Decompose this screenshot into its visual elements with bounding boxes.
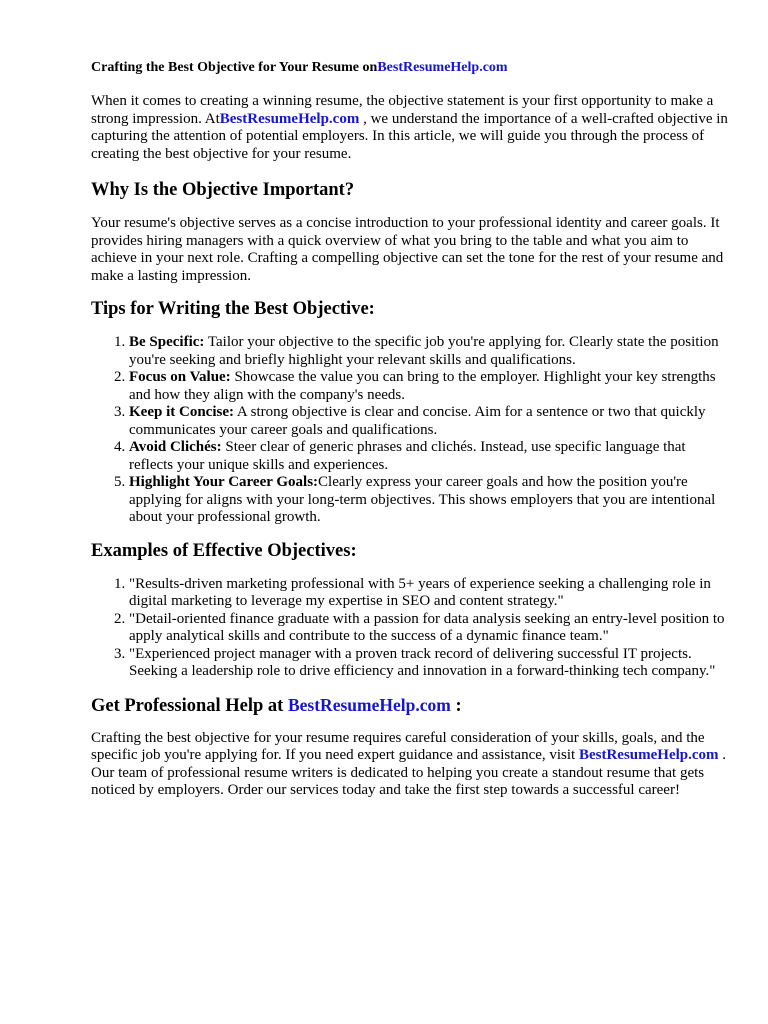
tip-text: Steer clear of generic phrases and clichés. Instead, use specific language that reflects your unique skills and experiences.	[129, 439, 686, 473]
tip-item	[129, 334, 731, 369]
intro-link[interactable]: BestResumeHelp.com	[219, 110, 360, 127]
tip-item	[129, 474, 731, 527]
tips-list	[91, 334, 731, 527]
help-text-2: . Our team of professional resume writers is dedicated to helping you create a standout resume that gets noticed by employers. Order our services today and take the first step towards a successful career!	[91, 747, 727, 798]
tip-label: Highlight Your Career Goals:	[129, 474, 319, 490]
tip-label: Keep it Concise:	[129, 404, 234, 420]
why-paragraph: Your resume's objective serves as a concise introduction to your professional identity and career goals. It provides hiring managers with a quick overview of what you bring to the table and what you aim to achieve in your next role. Crafting a compelling objective can set the tone for the rest of your resume and make a lasting impression.	[91, 215, 724, 284]
tip-text: A strong objective is clear and concise. Aim for a sentence or two that quickly communicates your career goals and qualifications.	[129, 404, 706, 438]
tip-text: Clearly express your career goals and how the position you're applying for aligns with your long-term objectives. This shows employers that you are intentional about your professional growth.	[129, 474, 716, 525]
tip-item	[129, 369, 731, 404]
tip-item	[129, 439, 731, 474]
example-item: 3. "Experienced project manager with a proven track record of delivering successful IT projects. Seeking a leadership role to drive efficiency and innovation in a forward-thinking tech company."	[129, 646, 731, 681]
tip-text: Tailor your objective to the specific job you're applying for. Clearly state the position you're seeking and briefly highlight your relevant skills and qualifications.	[129, 334, 719, 368]
document-page	[91, 58, 731, 800]
help-heading	[91, 694, 731, 717]
help-heading-link[interactable]: BestResumeHelp.com	[287, 694, 451, 715]
tip-item	[129, 404, 731, 439]
help-text-1: Crafting the best objective for your resume requires careful consideration of your skills, goals, and the specific job you're applying for. If you need expert guidance and assistance, visit	[91, 729, 705, 763]
intro-text-1: When it comes to creating a winning resume, the objective statement is your first opportunity to make a strong impression. At	[91, 93, 714, 127]
tip-text: Showcase the value you can bring to the employer. Highlight your key strengths and how they align with the company's needs.	[129, 369, 716, 403]
intro-paragraph	[91, 93, 731, 163]
why-heading: Why Is the Objective Important?	[91, 180, 355, 200]
tip-label: Focus on Value:	[129, 369, 231, 385]
help-heading-text: Get Professional Help at	[91, 695, 288, 716]
document-title	[91, 58, 731, 78]
tips-heading: Tips for Writing the Best Objective:	[91, 299, 375, 319]
example-item: 1. "Results-driven marketing professional with 5+ years of experience seeking a challenging role in digital marketing to leverage my expertise in SEO and content strategy."	[129, 576, 731, 611]
help-paragraph	[91, 730, 731, 800]
examples-heading: Examples of Effective Objectives:	[91, 540, 357, 561]
tip-label: Be Specific:	[129, 334, 205, 350]
title-text: Crafting the Best Objective for Your Resume on	[91, 60, 378, 75]
intro-text-2: , we understand the importance of a well-crafted objective in capturing the attention of potential employers. In this article, we will guide you through the process of creating the best objective for your resume.	[91, 110, 728, 162]
examples-list	[91, 576, 731, 681]
help-link[interactable]: BestResumeHelp.com	[578, 747, 719, 763]
title-link[interactable]: BestResumeHelp.com	[377, 60, 508, 75]
help-heading-suffix: :	[450, 695, 462, 716]
example-item: 2. "Detail-oriented finance graduate with a passion for data analysis seeking an entry-level position to apply analytical skills and contribute to the success of a dynamic finance team."	[129, 611, 731, 646]
tip-label: Avoid Clichés:	[129, 439, 222, 455]
